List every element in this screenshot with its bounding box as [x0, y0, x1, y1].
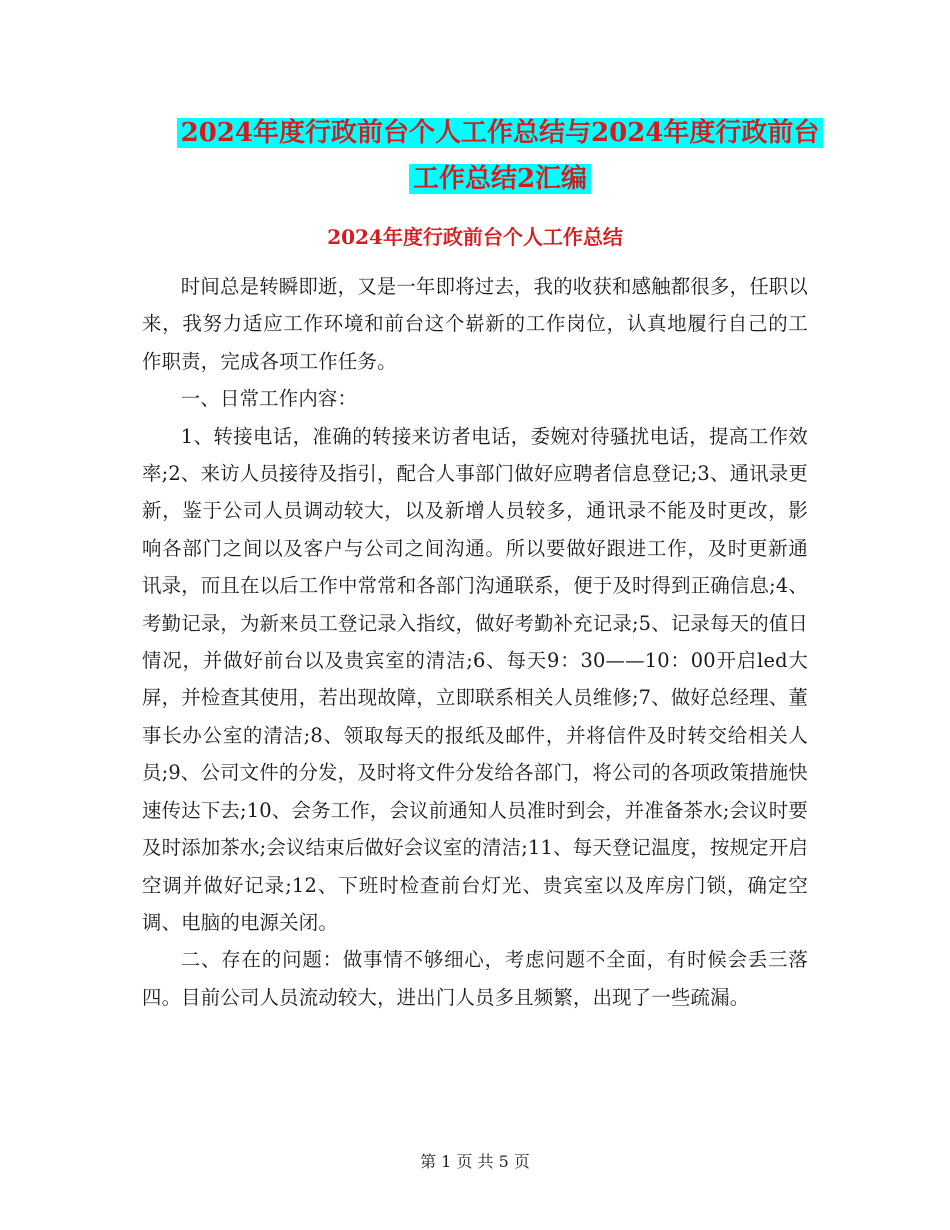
paragraph-problems: 二、存在的问题：做事情不够细心，考虑问题不全面，有时候会丢三落四。目前公司人员流动较大，进出门人员多且频繁，出现了一些疏漏。: [142, 948, 808, 1009]
section-title: 2024年度行政前台个人工作总结: [327, 225, 623, 249]
page-number-footer: 第 1 页 共 5 页: [420, 1152, 530, 1171]
paragraph-daily-work-items: 1、转接电话，准确的转接来访者电话，委婉对待骚扰电话，提高工作效率;2、来访人员接待及指引，配合人事部门做好应聘者信息登记;3、通讯录更新，鉴于公司人员调动较大，以及新增人员较多，通讯录不能及时更改，影响各部门之间以及客户与公司之间沟通。所以要做好跟进工作，及时更新通讯录，而且在以后工作中常常和各部门沟通联系，便于及时得到正确信息;4、考勤记录，为新来员工登记录入指纹，做好考勤补充记录;5、记录每天的值日情况，并做好前台以及贵宾室的清洁;6、每天9：30——10：00开启led大屏，并检查其使用，若出现故障，立即联系相关人员维修;7、做好总经理、董事长办公室的清洁;8、领取每天的报纸及邮件，并将信件及时转交给相关人员;9、公司文件的分发，及时将文件分发给各部门，将公司的各项政策措施快速传达下去;10、会务工作，会议前通知人员准时到会，并准备茶水;会议时要及时添加茶水;会议结束后做好会议室的清洁;11、每天登记温度，按规定开启空调并做好记录;12、下班时检查前台灯光、贵宾室以及库房门锁，确定空调、电脑的电源关闭。: [142, 424, 808, 934]
document-body: [142, 268, 808, 1016]
paragraph-intro: 时间总是转瞬即逝，又是一年即将过去，我的收获和感触都很多，任职以来，我努力适应工作环境和前台这个崭新的工作岗位，认真地履行自己的工作职责，完成各项工作任务。: [142, 275, 808, 373]
document-title-line-2: 工作总结2汇编: [409, 164, 591, 194]
paragraph-heading-daily-work: 一、日常工作内容：: [180, 387, 358, 411]
document-title-line-1: 2024年度行政前台个人工作总结与2024年度行政前台: [177, 118, 824, 148]
document-title: [100, 110, 900, 202]
